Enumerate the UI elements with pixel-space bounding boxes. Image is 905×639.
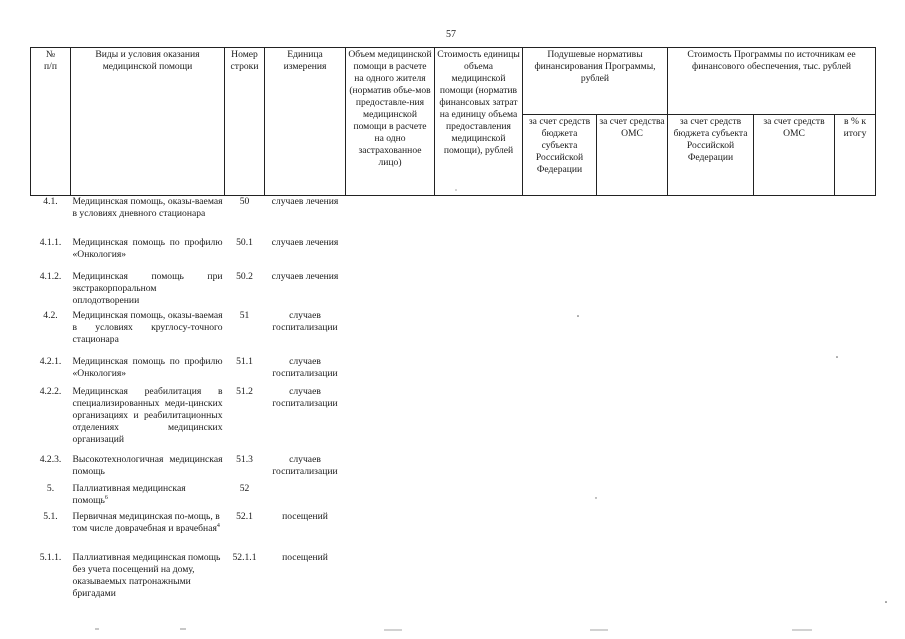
row-program-oms	[754, 196, 835, 238]
row-name	[71, 271, 225, 310]
row-program-oms	[754, 310, 835, 356]
row-per-capita-oms	[597, 511, 668, 552]
header-line: Номер строки	[225, 48, 265, 196]
header-program-budget: за счет средств бюджета субъекта Российской Федерации	[668, 115, 754, 196]
row-program-oms	[754, 511, 835, 552]
table-row	[31, 271, 876, 310]
row-program-percent	[835, 356, 876, 386]
row-program-oms	[754, 356, 835, 386]
header-num: № п/п	[31, 48, 71, 196]
row-per-capita-oms	[597, 552, 668, 602]
table-row	[31, 196, 876, 238]
row-program-budget	[668, 483, 754, 511]
table-row	[31, 386, 876, 454]
row-per-capita-budget	[523, 237, 597, 271]
row-program-budget	[668, 386, 754, 454]
row-number: 4.2.	[43, 310, 58, 321]
row-program-oms	[754, 483, 835, 511]
row-cost	[435, 271, 523, 310]
row-line-number: 50.1	[236, 237, 253, 248]
row-program-percent	[835, 483, 876, 511]
row-per-capita-oms	[597, 196, 668, 238]
row-cost	[435, 552, 523, 602]
row-cost	[435, 310, 523, 356]
row-program-percent	[835, 511, 876, 552]
row-program-percent	[835, 237, 876, 271]
row-unit: случаев госпитализации	[272, 386, 338, 409]
row-line-number: 51.2	[236, 386, 253, 397]
row-per-capita-budget	[523, 552, 597, 602]
header-cost: Стоимость единицы объема медицинской помощи (норматив финансовых затрат на единицу объема предоставления медицинской помощи), рублей	[435, 48, 523, 196]
row-unit: посещений	[282, 511, 328, 522]
row-program-percent	[835, 196, 876, 238]
row-unit: случаев лечения	[271, 237, 339, 248]
table-row	[31, 310, 876, 356]
row-program-percent	[835, 310, 876, 356]
row-name-text: Паллиативная медицинская помощь без учета посещений на дому, оказываемых патронажными бригадами	[72, 552, 221, 599]
row-number: 4.2.2.	[39, 386, 62, 397]
row-line-number: 51.3	[236, 454, 253, 465]
row-program-oms	[754, 237, 835, 271]
row-name-text: Медицинская помощь при экстракорпоральном оплодотворении	[72, 271, 223, 306]
row-volume	[346, 196, 435, 238]
row-program-oms	[754, 454, 835, 483]
row-line-number: 50.2	[236, 271, 253, 282]
row-unit: случаев госпитализации	[272, 356, 338, 379]
row-program-oms	[754, 552, 835, 602]
header-per-capita: Подушевые нормативы финансирования Программы, рублей	[523, 48, 668, 115]
table-row	[31, 483, 876, 511]
row-volume	[346, 483, 435, 511]
row-name	[71, 552, 225, 602]
row-unit: случаев лечения	[271, 271, 339, 282]
row-cost	[435, 454, 523, 483]
row-line-number: 52	[239, 483, 250, 494]
row-cost	[435, 386, 523, 454]
row-program-budget	[668, 271, 754, 310]
header-per-capita-oms: за счет средства ОМС	[597, 115, 668, 196]
row-per-capita-budget	[523, 386, 597, 454]
row-per-capita-budget	[523, 483, 597, 511]
row-line-number: 50	[239, 196, 250, 207]
page-number: 57	[446, 29, 456, 40]
row-number: 5.	[46, 483, 55, 494]
row-program-oms	[754, 271, 835, 310]
row-per-capita-budget	[523, 356, 597, 386]
row-number: 4.2.1.	[39, 356, 62, 367]
row-per-capita-budget	[523, 511, 597, 552]
row-cost	[435, 196, 523, 238]
program-table	[30, 47, 876, 602]
header-volume: Объем медицинской помощи в расчете на одного жителя (норматив объе-мов предоставле-ния медицинской помощи в расчете на одно застрахованное лицо)	[346, 48, 435, 196]
row-number: 4.1.	[43, 196, 58, 207]
row-unit: случаев госпитализации	[272, 310, 338, 333]
header-program-percent: в % к итогу	[835, 115, 876, 196]
row-per-capita-budget	[523, 271, 597, 310]
row-name-text: Паллиативная медицинская помощь	[72, 483, 186, 506]
row-footnote: 6	[104, 494, 108, 501]
row-per-capita-oms	[597, 237, 668, 271]
row-program-percent	[835, 271, 876, 310]
row-per-capita-oms	[597, 386, 668, 454]
row-number: 4.1.1.	[39, 237, 62, 248]
row-volume	[346, 386, 435, 454]
table-row	[31, 237, 876, 271]
row-name-text: Первичная медицинская по-мощь, в том числе доврачебная и врачебная	[72, 511, 220, 534]
row-program-percent	[835, 454, 876, 483]
row-name	[71, 356, 225, 386]
row-program-budget	[668, 237, 754, 271]
row-line-number: 51	[239, 310, 250, 321]
row-program-budget	[668, 454, 754, 483]
table-row	[31, 356, 876, 386]
row-per-capita-oms	[597, 271, 668, 310]
table-header	[31, 48, 876, 196]
row-per-capita-oms	[597, 483, 668, 511]
row-program-oms	[754, 386, 835, 454]
row-name	[71, 386, 225, 454]
table-row	[31, 511, 876, 552]
row-per-capita-budget	[523, 196, 597, 238]
row-volume	[346, 237, 435, 271]
row-name-text: Медицинская помощь по профилю «Онкология»	[72, 237, 223, 260]
row-number: 4.1.2.	[39, 271, 62, 282]
row-program-budget	[668, 310, 754, 356]
row-unit: посещений	[282, 552, 328, 563]
row-program-percent	[835, 552, 876, 602]
row-footnote: 4	[216, 522, 220, 529]
row-number: 5.1.1.	[39, 552, 62, 563]
row-program-budget	[668, 196, 754, 238]
table-row	[31, 552, 876, 602]
row-volume	[346, 356, 435, 386]
row-name	[71, 196, 225, 238]
table-row	[31, 454, 876, 483]
row-program-budget	[668, 356, 754, 386]
row-per-capita-oms	[597, 454, 668, 483]
row-per-capita-oms	[597, 356, 668, 386]
row-program-budget	[668, 552, 754, 602]
row-name-text: Высокотехнологичная медицинская помощь	[72, 454, 223, 477]
row-name	[71, 310, 225, 356]
row-volume	[346, 271, 435, 310]
row-unit: случаев лечения	[271, 196, 339, 207]
row-name-text: Медицинская помощь, оказы-ваемая в условиях дневного стационара	[72, 196, 223, 219]
row-program-budget	[668, 511, 754, 552]
row-number: 4.2.3.	[39, 454, 62, 465]
row-line-number: 52.1.1	[232, 552, 257, 563]
row-name	[71, 511, 225, 552]
row-name-text: Медицинская помощь, оказы-ваемая в условиях круглосу-точного стационара	[72, 310, 223, 345]
row-program-percent	[835, 386, 876, 454]
row-unit: случаев госпитализации	[272, 454, 338, 477]
row-name	[71, 483, 225, 511]
row-volume	[346, 552, 435, 602]
row-name	[71, 454, 225, 483]
row-line-number: 52.1	[236, 511, 253, 522]
row-volume	[346, 511, 435, 552]
header-program-oms: за счет средств ОМС	[754, 115, 835, 196]
row-line-number: 51.1	[236, 356, 253, 367]
row-name	[71, 237, 225, 271]
row-per-capita-oms	[597, 310, 668, 356]
scan-speck	[885, 601, 887, 603]
header-unit: Единица измерения	[265, 48, 346, 196]
row-per-capita-budget	[523, 310, 597, 356]
header-program-cost: Стоимость Программы по источникам ее финансового обеспечения, тыс. рублей	[668, 48, 876, 115]
row-unit	[265, 483, 346, 511]
row-volume	[346, 310, 435, 356]
row-volume	[346, 454, 435, 483]
header-per-capita-budget: за счет средств бюджета субъекта Российской Федерации	[523, 115, 597, 196]
row-cost	[435, 483, 523, 511]
table-body	[31, 196, 876, 603]
row-number: 5.1.	[43, 511, 58, 522]
row-name-text: Медицинская помощь по профилю «Онкология»	[72, 356, 223, 379]
row-cost	[435, 356, 523, 386]
row-cost	[435, 511, 523, 552]
row-name-text: Медицинская реабилитация в специализированных меди-цинских организациях и реабилитационных отделениях медицинских организаций	[72, 386, 223, 445]
row-cost	[435, 237, 523, 271]
header-name: Виды и условия оказания медицинской помощи	[71, 48, 225, 196]
row-per-capita-budget	[523, 454, 597, 483]
